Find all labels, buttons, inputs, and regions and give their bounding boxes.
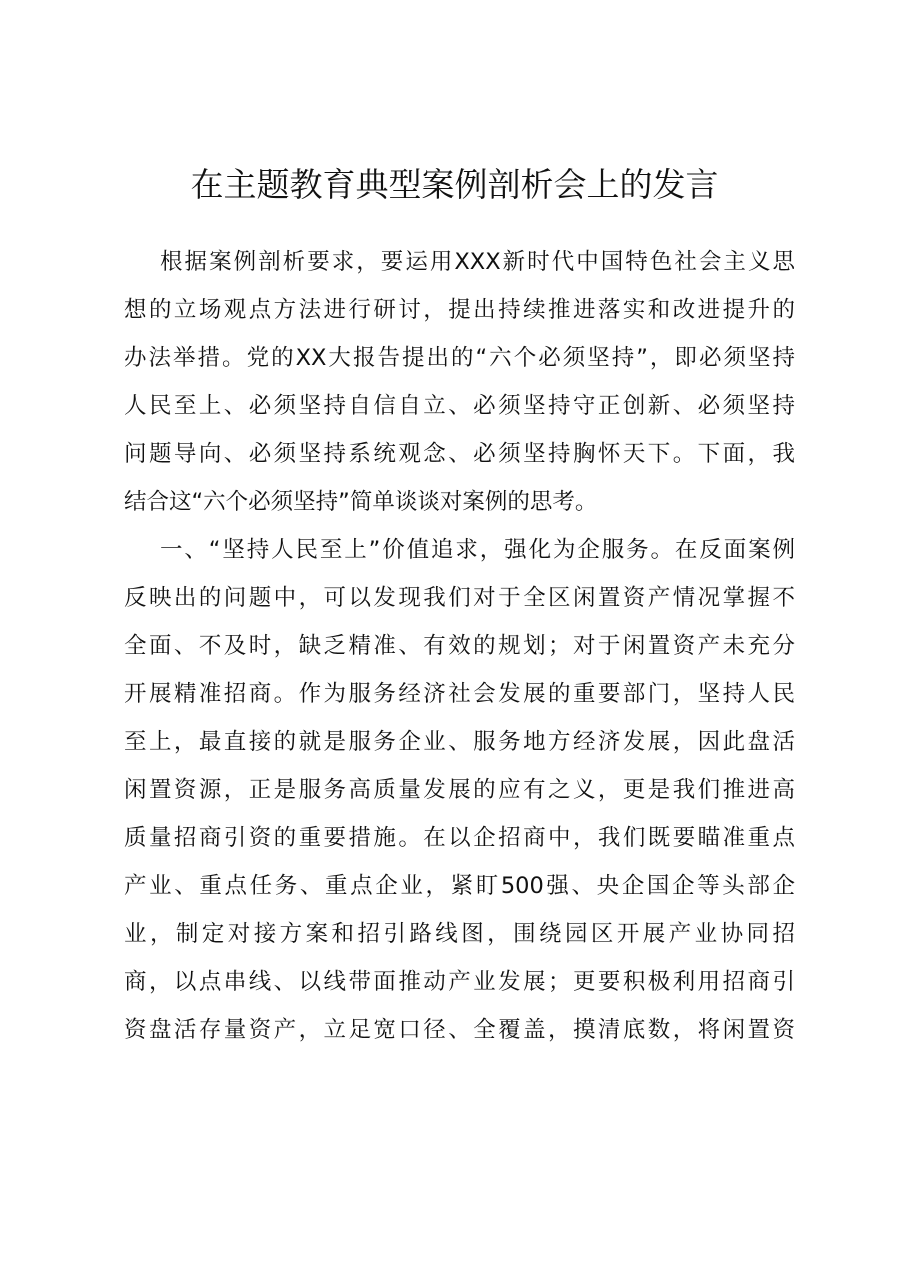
text-line: 问题导向、必须坚持系统观念、必须坚持胸怀天下。下面，我	[124, 441, 795, 467]
paragraph-1-line-6	[0, 478, 909, 526]
text-line: 反映出的问题中，可以发现我们对于全区闲置资产情况掌握不	[124, 585, 795, 611]
text-line: 结合这“六个必须坚持”简单谈谈对案例的思考。	[124, 489, 598, 515]
paragraph-2-line-5	[0, 718, 909, 766]
text-line: 人民至上、必须坚持自信自立、必须坚持守正创新、必须坚持	[124, 393, 795, 419]
text-line: 产业、重点任务、重点企业，紧盯500强、央企国企等头部企	[124, 873, 795, 899]
text-line: 开展精准招商。作为服务经济社会发展的重要部门，坚持人民	[124, 681, 795, 707]
text-line: 资盘活存量资产，立足宽口径、全覆盖，摸清底数，将闲置资	[124, 1017, 795, 1043]
paragraph-2-line-9	[0, 910, 909, 958]
text-line: 全面、不及时，缺乏精准、有效的规划；对于闲置资产未充分	[124, 633, 795, 659]
paragraph-2-line-7	[0, 814, 909, 862]
paragraph-2-line-8	[0, 862, 909, 910]
paragraph-2-line-4	[0, 670, 909, 718]
text-line: 一、“坚持人民至上”价值追求，强化为企服务。在反面案例	[160, 537, 795, 563]
text-line: 根据案例剖析要求，要运用XXX新时代中国特色社会主义思	[160, 249, 795, 275]
text-line: 业，制定对接方案和招引路线图，围绕园区开展产业协同招	[124, 921, 795, 947]
text-line: 想的立场观点方法进行研讨，提出持续推进落实和改进提升的	[124, 297, 795, 323]
text-line: 办法举措。党的XX大报告提出的“六个必须坚持”，即必须坚持	[124, 345, 795, 371]
paragraph-1-line-5	[0, 430, 909, 478]
paragraph-2-line-3	[0, 622, 909, 670]
paragraph-1-line-2	[0, 286, 909, 334]
paragraph-2-line-10	[0, 958, 909, 1006]
paragraph-2-line-2	[0, 574, 909, 622]
paragraph-1-line-4	[0, 382, 909, 430]
text-line: 至上，最直接的就是服务企业、服务地方经济发展，因此盘活	[124, 729, 795, 755]
text-line: 闲置资源，正是服务高质量发展的应有之义，更是我们推进高	[124, 777, 795, 803]
paragraph-2-line-6	[0, 766, 909, 814]
paragraph-1-line-3	[0, 334, 909, 382]
text-line: 商，以点串线、以线带面推动产业发展；更要积极利用招商引	[124, 969, 795, 995]
document-title: 在主题教育典型案例剖析会上的发言	[190, 165, 719, 204]
text-line: 质量招商引资的重要措施。在以企招商中，我们既要瞄准重点	[124, 825, 795, 851]
paragraph-2-line-11	[0, 1006, 909, 1054]
paragraph-2-line-1	[0, 526, 909, 574]
paragraph-1-line-1	[0, 238, 909, 286]
